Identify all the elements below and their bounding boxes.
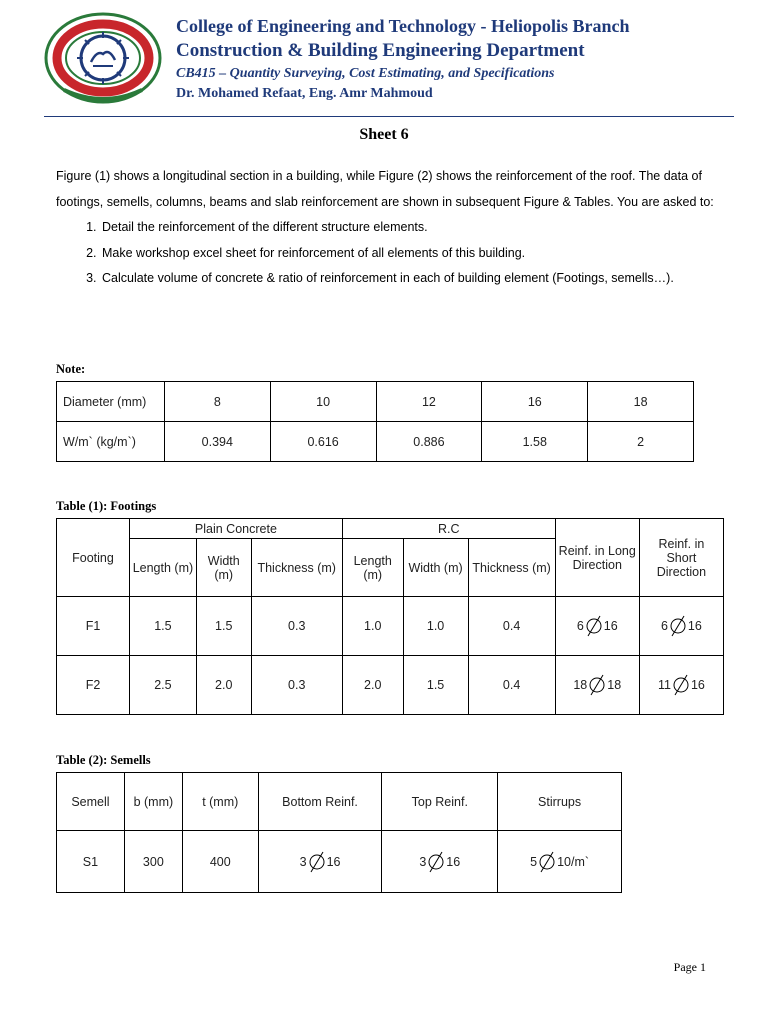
task-item: 1. Detail the reinforcement of the different structure elements. [100,215,716,241]
instructors: Dr. Mohamed Refaat, Eng. Amr Mahmoud [176,86,433,101]
bar-diameter: 16 [326,854,341,869]
column-header: Stirrups [498,773,622,831]
table-cell: 300 [124,831,182,893]
column-header: Length (m) [342,539,403,597]
letterhead-text [176,14,630,104]
rebar-spec [300,851,341,873]
table-row [57,422,694,462]
bar-count: 6 [660,619,668,633]
table-cell [258,831,382,893]
table-cell: Diameter (mm) [57,382,165,422]
table-cell: 2.0 [196,656,251,715]
column-header: t (mm) [182,773,258,831]
column-header: R.C [342,519,555,539]
table-cell: W/m` (kg/m`) [57,422,165,462]
page-number: Page 1 [673,960,706,974]
table-cell: 0.394 [164,422,270,462]
table-cell: 2.0 [342,656,403,715]
bar-diameter: 16 [690,678,705,692]
bar-diameter: 16 [446,854,461,869]
column-header: b (mm) [124,773,182,831]
table-header-row [57,519,724,539]
diameter-icon [668,615,688,637]
table-row [57,656,724,715]
table-cell: 0.886 [376,422,482,462]
table-cell: 1.5 [129,597,196,656]
bar-count: 11 [657,678,671,692]
bar-count: 3 [299,854,307,869]
bar-count: 18 [573,678,588,692]
column-header: Length (m) [129,539,196,597]
table-cell: 0.616 [270,422,376,462]
table-cell: 2 [588,422,694,462]
table-cell [639,656,723,715]
table-cell: 1.5 [403,656,468,715]
rebar-spec [661,615,702,637]
table-cell: 0.3 [251,656,342,715]
rebar-spec [577,615,618,637]
rebar-spec [530,851,589,873]
table-cell: 2.5 [129,656,196,715]
table-cell: 12 [376,382,482,422]
letterhead [44,10,734,110]
task-item: 3. Calculate volume of concrete & ratio of reinforcement in each of building element (Footings, semells…). [100,266,716,292]
bar-diameter: 18 [607,678,622,692]
diameter-icon [587,674,607,696]
table-row [57,831,622,893]
table-cell [555,656,639,715]
column-header: Width (m) [196,539,251,597]
table-cell: 1.58 [482,422,588,462]
table-cell: 1.0 [403,597,468,656]
footings-table-label: Table (1): Footings [56,499,157,513]
table-cell: S1 [57,831,125,893]
diameter-icon [584,615,604,637]
table-cell: 8 [164,382,270,422]
table-cell: F2 [57,656,130,715]
bar-diameter: 16 [603,619,618,633]
course-title: CB415 – Quantity Surveying, Cost Estimating, and Specifications [176,66,555,81]
table-cell: 0.4 [468,597,555,656]
diameter-icon [671,674,691,696]
bar-count: 6 [576,619,584,633]
table-cell: 18 [588,382,694,422]
table-cell: 0.4 [468,656,555,715]
instructions [56,164,716,292]
bar-count: 5 [530,854,538,869]
semells-table [56,772,622,893]
rebar-spec [419,851,460,873]
college-name: College of Engineering and Technology - Heliopolis Branch [176,16,630,36]
weight-table [56,381,694,462]
diameter-icon [307,851,327,873]
column-header: Plain Concrete [129,519,342,539]
table-cell: 1.5 [196,597,251,656]
table-header-row [57,773,622,831]
table-cell [498,831,622,893]
diameter-icon [537,851,557,873]
table-cell [382,831,498,893]
college-logo [44,12,162,104]
table-row [57,382,694,422]
column-header: Semell [57,773,125,831]
diameter-icon [426,851,446,873]
column-header: Reinf. in Long Direction [555,519,639,597]
table-cell [555,597,639,656]
column-header: Top Reinf. [382,773,498,831]
note-label: Note: [56,362,86,376]
bar-count: 3 [419,854,427,869]
header-divider [44,116,734,117]
table-cell: 16 [482,382,588,422]
bar-diameter: 10/m` [557,854,590,869]
table-cell [639,597,723,656]
column-header: Width (m) [403,539,468,597]
rebar-spec [658,674,705,696]
column-header: Reinf. in Short Direction [639,519,723,597]
column-header: Thickness (m) [468,539,555,597]
table-cell: F1 [57,597,130,656]
rebar-spec [573,674,621,696]
column-header: Footing [57,519,130,597]
task-item: 2. Make workshop excel sheet for reinforcement of all elements of this building. [100,241,716,267]
department-name: Construction & Building Engineering Department [176,40,585,61]
footings-table [56,518,724,715]
table-cell: 1.0 [342,597,403,656]
sheet-title: Sheet 6 [359,126,409,143]
table-cell: 10 [270,382,376,422]
column-header: Thickness (m) [251,539,342,597]
table-cell: 400 [182,831,258,893]
semells-table-label: Table (2): Semells [56,753,151,767]
bar-diameter: 16 [687,619,702,633]
column-header: Bottom Reinf. [258,773,382,831]
table-row [57,597,724,656]
table-cell: 0.3 [251,597,342,656]
intro-paragraph: Figure (1) shows a longitudinal section in a building, while Figure (2) shows the reinforcement of the roof. The data of footings, semells, columns, beams and slab reinforcement are shown in subsequent Figure & Tables. You are asked to: [56,169,714,209]
task-list [56,215,716,292]
